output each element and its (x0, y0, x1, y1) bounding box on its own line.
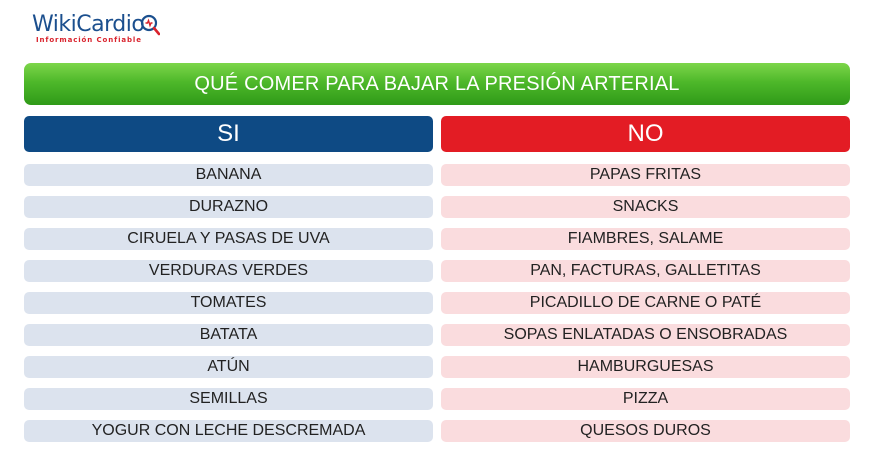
si-list-item: BATATA (24, 324, 433, 346)
no-list-item: PAN, FACTURAS, GALLETITAS (441, 260, 850, 282)
no-list-item: FIAMBRES, SALAME (441, 228, 850, 250)
no-list-item: PIZZA (441, 388, 850, 410)
si-list-item: YOGUR CON LECHE DESCREMADA (24, 420, 433, 442)
title-banner (24, 63, 850, 105)
si-list-item: DURAZNO (24, 196, 433, 218)
no-food-list (441, 164, 850, 452)
no-list-item: PAPAS FRITAS (441, 164, 850, 186)
si-list-item: SEMILLAS (24, 388, 433, 410)
logo-name: WikiCardi (32, 12, 132, 37)
si-list-item: TOMATES (24, 292, 433, 314)
logo-wordmark (32, 12, 144, 38)
magnifier-heart-icon (140, 14, 160, 36)
si-list-item: CIRUELA Y PASAS DE UVA (24, 228, 433, 250)
si-list-item: BANANA (24, 164, 433, 186)
page-title: QUÉ COMER PARA BAJAR LA PRESIÓN ARTERIAL (194, 72, 680, 95)
no-list-item: HAMBURGUESAS (441, 356, 850, 378)
no-list-item: SOPAS ENLATADAS O ENSOBRADAS (441, 324, 850, 346)
si-header-label: SI (217, 120, 240, 147)
no-list-item: SNACKS (441, 196, 850, 218)
logo-tagline: Información Confiable (36, 36, 142, 44)
si-list-item: ATÚN (24, 356, 433, 378)
no-column-header (441, 116, 850, 152)
si-column-header (24, 116, 433, 152)
si-food-list (24, 164, 433, 452)
no-header-label: NO (627, 120, 664, 147)
no-list-item: PICADILLO DE CARNE O PATÉ (441, 292, 850, 314)
si-list-item: VERDURAS VERDES (24, 260, 433, 282)
wikicardio-logo[interactable] (32, 12, 158, 48)
logo-name-end: o (131, 12, 145, 37)
no-list-item: QUESOS DUROS (441, 420, 850, 442)
